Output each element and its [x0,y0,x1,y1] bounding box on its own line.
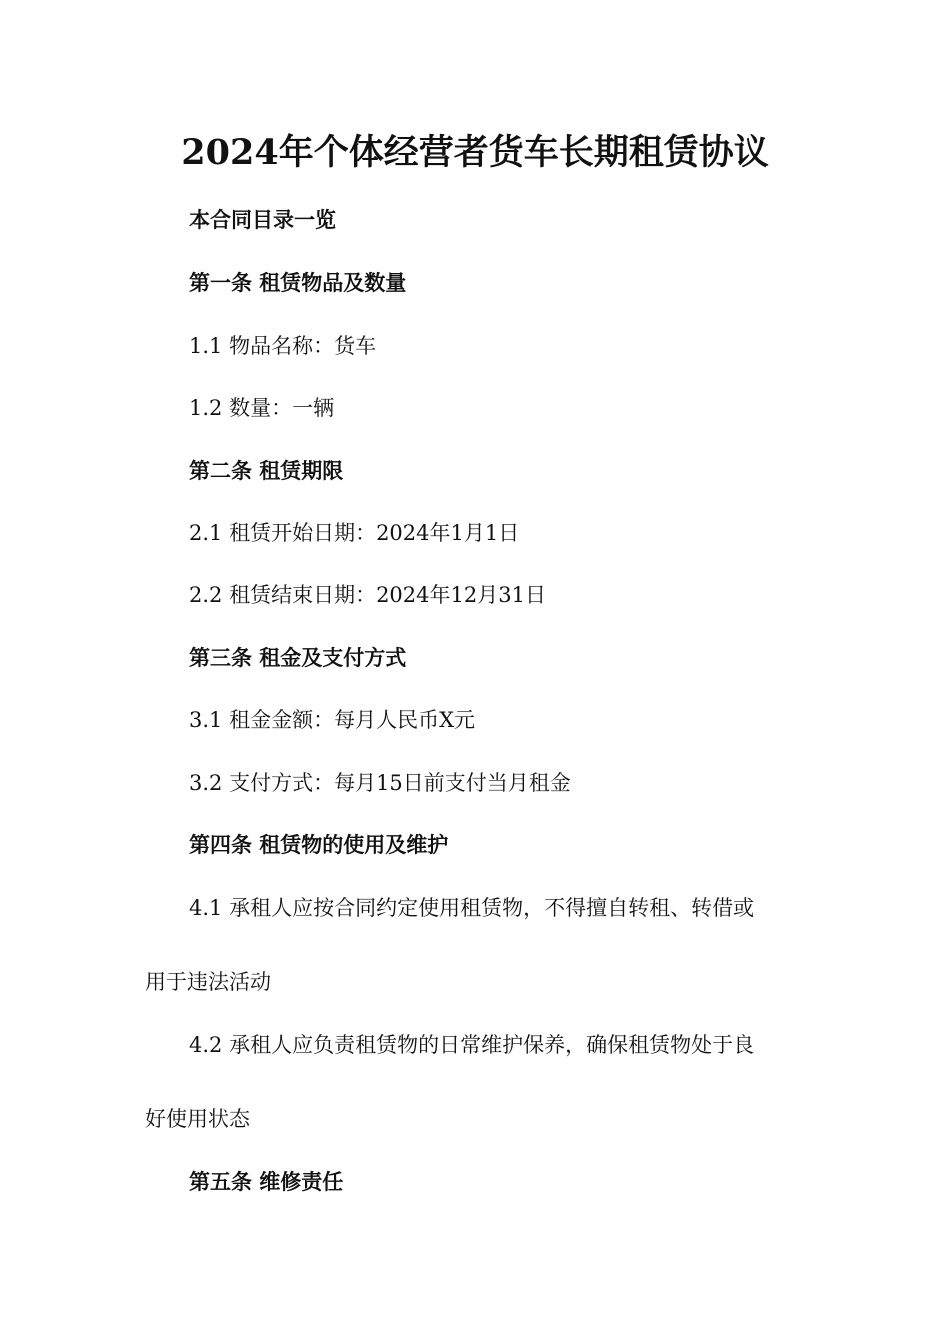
section-heading-2: 第二条 租赁期限 [189,458,344,483]
document-title: 2024年个体经营者货车长期租赁协议 [181,132,769,173]
clause-1-1: 1.1 物品名称：货车 [189,334,377,358]
clause-4-2-line2: 好使用状态 [145,1107,250,1131]
toc-heading: 本合同目录一览 [189,207,336,232]
section-heading-3: 第三条 租金及支付方式 [189,645,407,670]
clause-4-1-line1: 4.1 承租人应按合同约定使用租赁物，不得擅自转租、转借或 [189,896,755,920]
clause-2-1: 2.1 租赁开始日期：2024年1月1日 [189,521,520,545]
section-heading-4: 第四条 租赁物的使用及维护 [189,832,449,857]
clause-3-2: 3.2 支付方式：每月15日前支付当月租金 [189,771,571,795]
clause-1-2: 1.2 数量：一辆 [189,396,335,420]
section-heading-5: 第五条 维修责任 [189,1169,344,1194]
clause-2-2: 2.2 租赁结束日期：2024年12月31日 [189,583,546,607]
clause-4-2-line1: 4.2 承租人应负责租赁物的日常维护保养，确保租赁物处于良 [189,1033,755,1057]
section-heading-1: 第一条 租赁物品及数量 [189,270,407,295]
clause-3-1: 3.1 租金金额：每月人民币X元 [189,708,476,732]
clause-4-1-line2: 用于违法活动 [145,970,271,994]
